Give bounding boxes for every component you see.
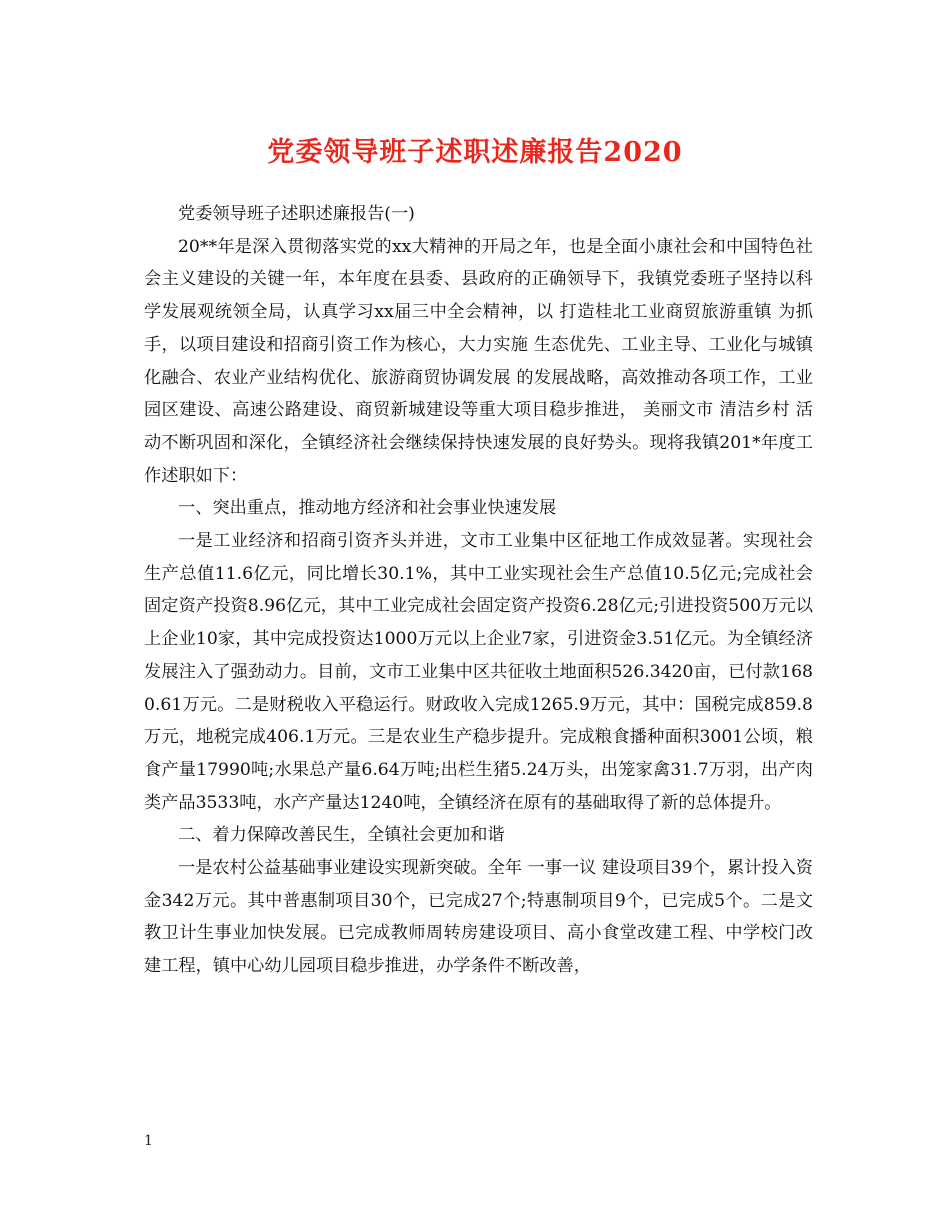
- document-body: [144, 198, 813, 983]
- section-heading-2: 二、着力保障改善民生，全镇社会更加和谐: [178, 825, 505, 846]
- section-2-paragraph: 一是农村公益基础事业建设实现新突破。全年 一事一议 建设项目39个，累计投入资金342万元。其中普惠制项目30个，已完成27个;特惠制项目9个，已完成5个。二是文教卫计生事业加快发展。已完成教师周转房建设项目、高小食堂改建工程、中学校门改建工程，镇中心幼儿园项目稳步推进，办学条件不断改善，: [144, 858, 813, 977]
- section-heading-1: 一、突出重点，推动地方经济和社会事业快速发展: [178, 498, 557, 519]
- section-1-paragraph: 一是工业经济和招商引资齐头并进，文市工业集中区征地工作成效显著。实现社会生产总值11.6亿元，同比增长30.1%，其中工业实现社会生产总值10.5亿元;完成社会固定资产投资8.96亿元，其中工业完成社会固定资产投资6.28亿元;引进投资500万元以上企业10家，其中完成投资达1000万元以上企业7家，引进资金3.51亿元。为全镇经济发展注入了强劲动力。目前，文市工业集中区共征收土地面积526.3420亩，已付款1680.61万元。二是财税收入平稳运行。财政收入完成1265.9万元，其中：国税完成859.8万元，地税完成406.1万元。三是农业生产稳步提升。完成粮食播种面积3001公顷，粮食产量17990吨;水果总产量6.64万吨;出栏生猪5.24万头，出笼家禽31.7万羽，出产肉类产品3533吨，水产产量达1240吨，全镇经济在原有的基础取得了新的总体提升。: [144, 531, 813, 813]
- report-subtitle: 党委领导班子述职述廉报告(一): [178, 204, 415, 224]
- intro-paragraph: 20**年是深入贯彻落实党的xx大精神的开局之年，也是全面小康社会和中国特色社会主义建设的关键一年，本年度在县委、县政府的正确领导下，我镇党委班子坚持以科学发展观统领全局，认真学习xx届三中全会精神，以 打造桂北工业商贸旅游重镇 为抓手，以项目建设和招商引资工作为核心，大力实施 生态优先、工业主导、工业化与城镇化融合、农业产业结构优化、旅游商贸协调发展 的发展战略，高效推动各项工作，工业园区建设、高速公路建设、商贸新城建设等重大项目稳步推进， 美丽文市 清洁乡村 活动不断巩固和深化，全镇经济社会继续保持快速发展的良好势头。现将我镇201*年度工作述职如下：: [144, 236, 813, 486]
- document-title: 党委领导班子述职述廉报告2020: [267, 137, 683, 168]
- page-number: 1: [144, 1133, 153, 1149]
